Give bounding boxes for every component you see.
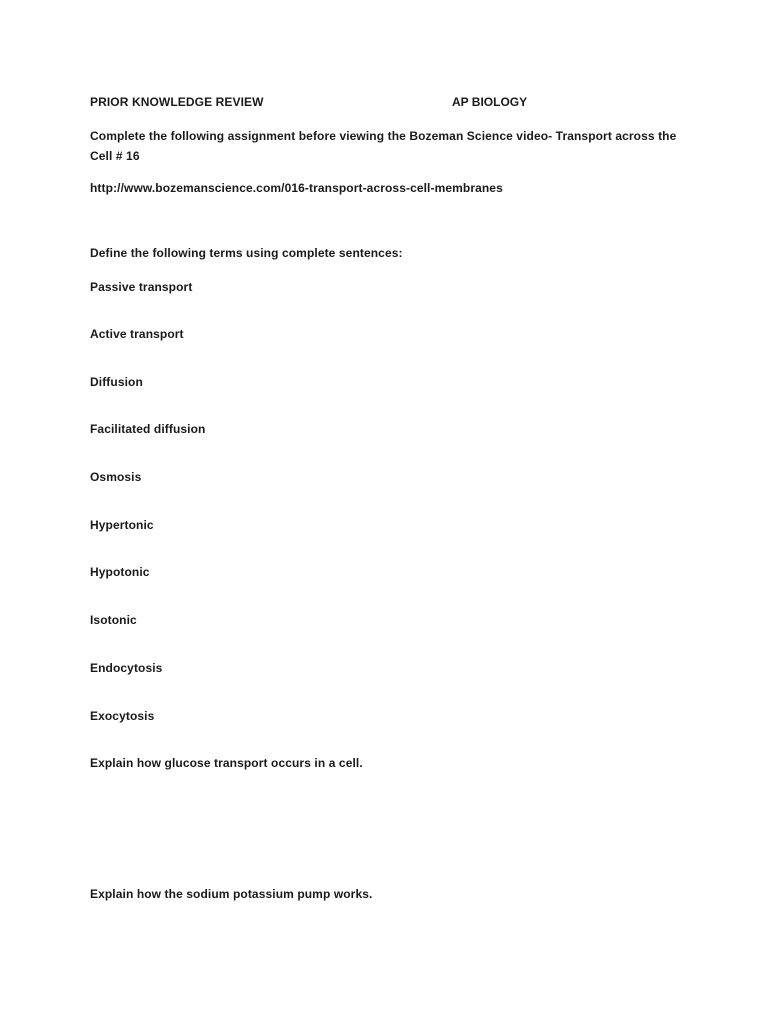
term-item: Hypotonic bbox=[90, 565, 150, 579]
term-item: Osmosis bbox=[90, 470, 142, 484]
header-title: PRIOR KNOWLEDGE REVIEW bbox=[90, 95, 264, 109]
question-glucose-transport: Explain how glucose transport occurs in a cell. bbox=[90, 756, 363, 770]
instructions: Define the following terms using complete sentences: bbox=[90, 246, 403, 260]
term-item: Facilitated diffusion bbox=[90, 422, 206, 436]
assignment-intro: Complete the following assignment before viewing the Bozeman Science video- Transport across the Cell # 16 bbox=[90, 129, 677, 163]
term-item: Passive transport bbox=[90, 280, 193, 294]
video-url: http://www.bozemanscience.com/016-transport-across-cell-membranes bbox=[90, 181, 503, 195]
term-item: Active transport bbox=[90, 327, 184, 341]
term-item: Endocytosis bbox=[90, 661, 163, 675]
term-item: Exocytosis bbox=[90, 709, 155, 723]
term-item: Hypertonic bbox=[90, 518, 154, 532]
course-label: AP BIOLOGY bbox=[452, 95, 528, 109]
question-sodium-potassium-pump: Explain how the sodium potassium pump works. bbox=[90, 887, 373, 901]
term-item: Isotonic bbox=[90, 613, 137, 627]
term-item: Diffusion bbox=[90, 375, 143, 389]
